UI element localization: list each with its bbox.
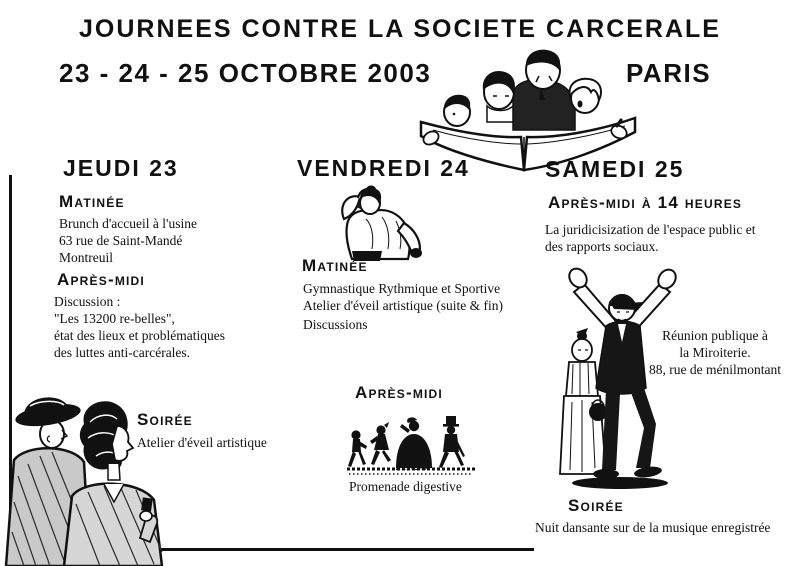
saturday-evening-heading: Soirée: [568, 496, 624, 515]
couple-looking-icon: [4, 386, 168, 566]
friday-discussions-text: Discussions: [303, 317, 368, 332]
saturday-evening-text: Nuit dansante sur de la musique enregistrée: [535, 520, 771, 535]
thursday-afternoon-text: Discussion : "Les 13200 re-belles", état des lieux et problématiques des luttes anti-carcérales.: [54, 294, 225, 360]
day-heading-thursday: JEUDI 23: [63, 155, 179, 181]
promenade-silhouettes-icon: [344, 414, 480, 478]
strongman-illustration: [322, 183, 424, 261]
couple-looking-illustration: [4, 386, 168, 566]
friday-afternoon-caption: Promenade digestive: [349, 479, 462, 494]
thursday-morning-text: Brunch d'accueil à l'usine 63 rue de Saint-Mandé Montreuil: [59, 216, 197, 265]
thursday-evening-text: Atelier d'éveil artistique: [137, 435, 267, 450]
promenade-illustration: [344, 414, 480, 478]
friday-afternoon-heading: Après-midi: [355, 383, 443, 402]
thursday-morning-heading: Matinée: [59, 192, 125, 211]
strongman-icon: [322, 183, 424, 261]
friday-morning-heading: Matinée: [302, 256, 368, 275]
day-heading-saturday: SAMEDI 25: [545, 156, 685, 182]
friday-morning-text: Gymnastique Rythmique et Sportive Atelier d'éveil artistique (suite & fin): [303, 281, 503, 313]
saturday-venue-text: Réunion publique à la Miroiterie. 88, rue de ménilmontant: [649, 328, 781, 377]
page-title: JOURNEES CONTRE LA SOCIETE CARCERALE: [79, 15, 721, 43]
saturday-afternoon-text: La juridicisization de l'espace public et des rapports sociaux.: [545, 222, 756, 254]
thursday-evening-heading: Soirée: [137, 410, 193, 429]
day-heading-friday: VENDREDI 24: [297, 155, 470, 181]
date-line: 23 - 24 - 25 OCTOBRE 2003: [59, 58, 432, 88]
city-label: PARIS: [626, 58, 712, 88]
bottom-horizontal-rule: [150, 548, 534, 551]
saturday-afternoon-heading: Après-midi à 14 heures: [548, 193, 743, 212]
thursday-afternoon-heading: Après-midi: [57, 270, 145, 289]
